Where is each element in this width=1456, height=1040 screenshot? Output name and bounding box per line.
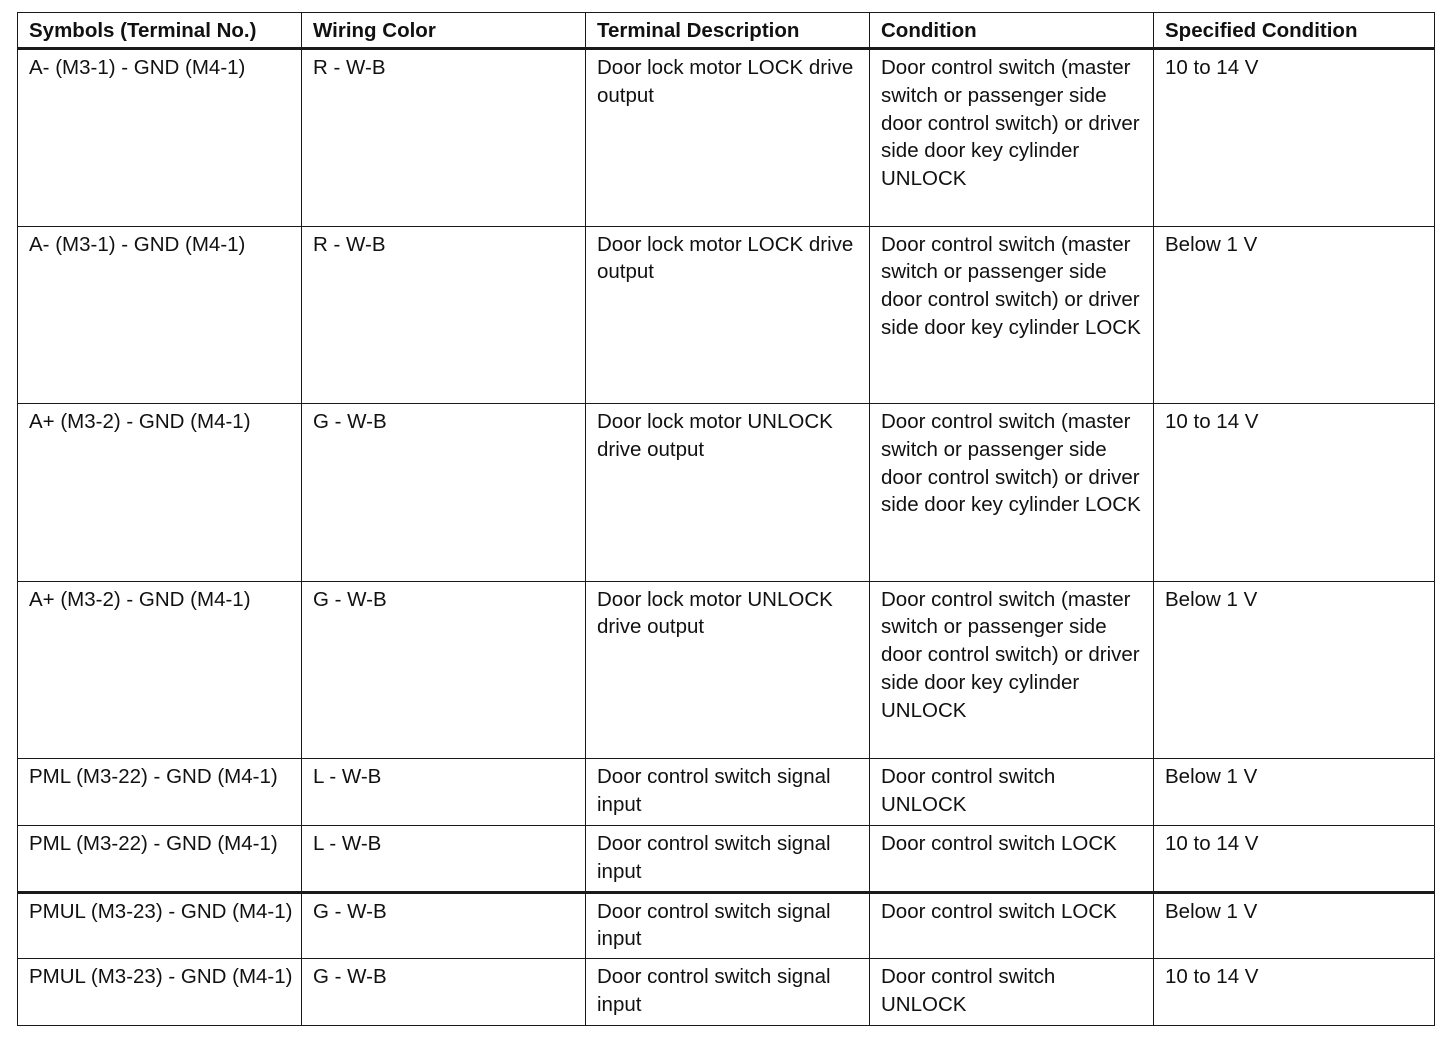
header-wiring-color: Wiring Color <box>302 13 586 49</box>
cell-description: Door control switch signal input <box>586 892 870 959</box>
table-row <box>18 404 1435 582</box>
cell-symbol: A- (M3-1) - GND (M4-1) <box>18 49 302 227</box>
cell-wiring-color: R - W-B <box>302 226 586 404</box>
cell-symbol: A- (M3-1) - GND (M4-1) <box>18 226 302 404</box>
cell-condition: Door control switch LOCK <box>870 892 1154 959</box>
cell-specified: Below 1 V <box>1154 759 1435 826</box>
cell-condition: Door control switch UNLOCK <box>870 959 1154 1026</box>
table-row <box>18 892 1435 959</box>
cell-condition: Door control switch (master switch or passenger side door control switch) or driver side door key cylinder UNLOCK <box>870 581 1154 759</box>
table-row <box>18 959 1435 1026</box>
cell-specified: 10 to 14 V <box>1154 959 1435 1026</box>
cell-symbol: PMUL (M3-23) - GND (M4-1) <box>18 959 302 1026</box>
cell-description: Door lock motor UNLOCK drive output <box>586 404 870 582</box>
cell-wiring-color: L - W-B <box>302 759 586 826</box>
cell-description: Door lock motor UNLOCK drive output <box>586 581 870 759</box>
cell-condition: Door control switch (master switch or passenger side door control switch) or driver side door key cylinder LOCK <box>870 226 1154 404</box>
cell-specified: Below 1 V <box>1154 226 1435 404</box>
table-header-row <box>18 13 1435 49</box>
cell-symbol: PMUL (M3-23) - GND (M4-1) <box>18 892 302 959</box>
header-condition: Condition <box>870 13 1154 49</box>
table-row <box>18 581 1435 759</box>
cell-specified: 10 to 14 V <box>1154 49 1435 227</box>
cell-specified: 10 to 14 V <box>1154 825 1435 892</box>
header-terminal-description: Terminal Description <box>586 13 870 49</box>
cell-symbol: A+ (M3-2) - GND (M4-1) <box>18 581 302 759</box>
cell-specified: 10 to 14 V <box>1154 404 1435 582</box>
cell-wiring-color: G - W-B <box>302 581 586 759</box>
header-symbols: Symbols (Terminal No.) <box>18 13 302 49</box>
cell-condition: Door control switch (master switch or passenger side door control switch) or driver side door key cylinder UNLOCK <box>870 49 1154 227</box>
cell-description: Door control switch signal input <box>586 959 870 1026</box>
cell-description: Door control switch signal input <box>586 759 870 826</box>
cell-wiring-color: L - W-B <box>302 825 586 892</box>
table-row <box>18 49 1435 227</box>
cell-wiring-color: R - W-B <box>302 49 586 227</box>
cell-wiring-color: G - W-B <box>302 404 586 582</box>
terminal-spec-table <box>17 12 1435 1026</box>
cell-description: Door lock motor LOCK drive output <box>586 49 870 227</box>
cell-description: Door control switch signal input <box>586 825 870 892</box>
cell-wiring-color: G - W-B <box>302 892 586 959</box>
cell-specified: Below 1 V <box>1154 892 1435 959</box>
cell-specified: Below 1 V <box>1154 581 1435 759</box>
cell-condition: Door control switch LOCK <box>870 825 1154 892</box>
cell-condition: Door control switch (master switch or passenger side door control switch) or driver side door key cylinder LOCK <box>870 404 1154 582</box>
header-specified-condition: Specified Condition <box>1154 13 1435 49</box>
cell-symbol: A+ (M3-2) - GND (M4-1) <box>18 404 302 582</box>
table-row <box>18 759 1435 826</box>
table-row <box>18 825 1435 892</box>
cell-wiring-color: G - W-B <box>302 959 586 1026</box>
table-row <box>18 226 1435 404</box>
cell-description: Door lock motor LOCK drive output <box>586 226 870 404</box>
cell-condition: Door control switch UNLOCK <box>870 759 1154 826</box>
cell-symbol: PML (M3-22) - GND (M4-1) <box>18 759 302 826</box>
cell-symbol: PML (M3-22) - GND (M4-1) <box>18 825 302 892</box>
